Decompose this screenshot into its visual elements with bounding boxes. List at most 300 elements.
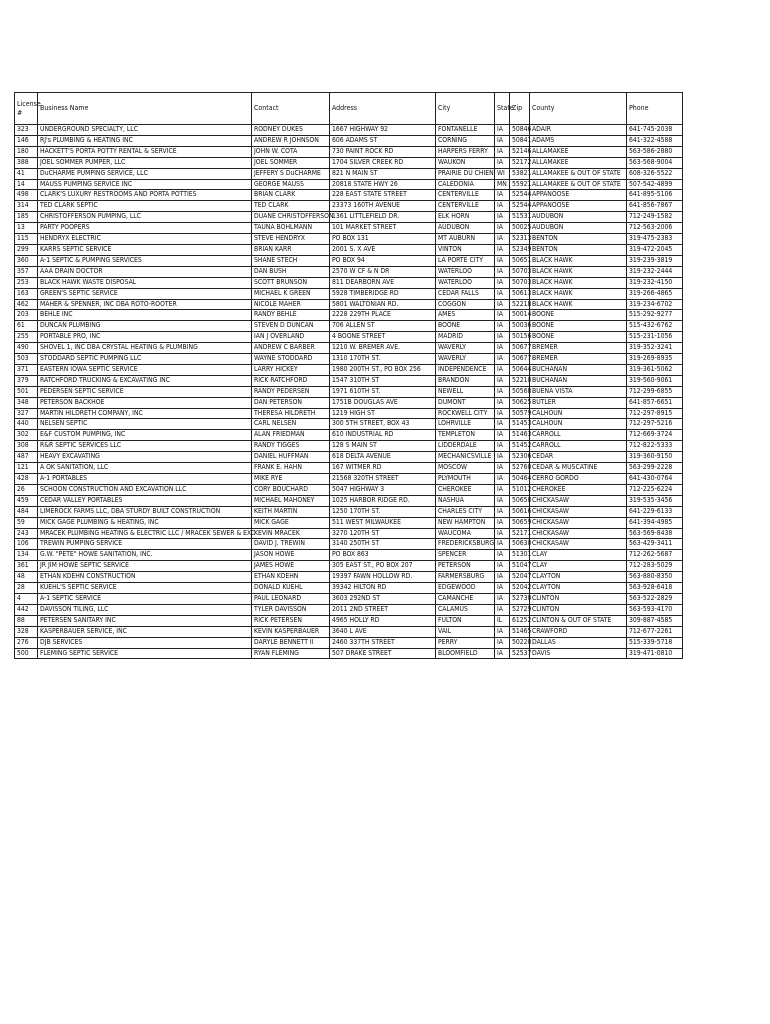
zip-cell: 50579	[510, 408, 530, 419]
city-cell: WATERLOO	[436, 266, 495, 277]
city-cell: TEMPLETON	[436, 430, 495, 441]
state-cell: IA	[495, 495, 510, 506]
city-cell: FONTANELLE	[436, 125, 495, 136]
zip-cell: 50703	[510, 266, 530, 277]
business-name-cell: ETHAN KOEHN CONSTRUCTION	[38, 572, 252, 583]
license-cell: 302	[15, 430, 38, 441]
contact-cell: IAN J OVERLAND	[252, 332, 330, 343]
phone-cell: 712-262-5687	[627, 550, 683, 561]
phone-cell: 319-232-4150	[627, 277, 683, 288]
table-row	[15, 375, 683, 386]
phone-cell: 319-361-5062	[627, 364, 683, 375]
phone-cell: 563-586-2880	[627, 146, 683, 157]
zip-cell: 52729	[510, 604, 530, 615]
license-cell: 323	[15, 125, 38, 136]
phone-cell: 515-231-1056	[627, 332, 683, 343]
state-cell: IA	[495, 157, 510, 168]
business-name-cell: SHOVEL 1, INC DBA CRYSTAL HEATING & PLUMBING	[38, 343, 252, 354]
business-name-cell: NELSEN SEPTIC	[38, 419, 252, 430]
license-cell: 299	[15, 244, 38, 255]
phone-cell: 319-234-6702	[627, 299, 683, 310]
state-cell: IA	[495, 626, 510, 637]
state-cell: IA	[495, 354, 510, 365]
city-cell: WAUKON	[436, 157, 495, 168]
phone-cell: 641-229-6133	[627, 506, 683, 517]
address-cell: 2460 337TH STREET	[330, 637, 436, 648]
city-cell: VINTON	[436, 244, 495, 255]
address-cell: 228 EAST STATE STREET	[330, 190, 436, 201]
zip-cell: 52210	[510, 375, 530, 386]
table-row	[15, 299, 683, 310]
table-row	[15, 539, 683, 550]
county-cell: CEDAR	[530, 452, 627, 463]
county-cell: APPANOOSE	[530, 201, 627, 212]
business-name-cell: PETERSON BACKHOE	[38, 397, 252, 408]
zip-cell: 50630	[510, 539, 530, 550]
contact-cell: JOEL SOMMER	[252, 157, 330, 168]
business-name-cell: PARTY POOPERS	[38, 223, 252, 234]
contact-cell: KEITH MARTIN	[252, 506, 330, 517]
zip-cell: 50568	[510, 386, 530, 397]
county-cell: ADAMS	[530, 135, 627, 146]
county-cell: CALHOUN	[530, 408, 627, 419]
address-cell: 618 DELTA AVENUE	[330, 452, 436, 463]
zip-cell: 50677	[510, 354, 530, 365]
contact-cell: STEVEN D DUNCAN	[252, 321, 330, 332]
table-row	[15, 463, 683, 474]
table-body	[15, 125, 683, 659]
address-cell: 5928 TIMBERIDGE RD	[330, 288, 436, 299]
business-name-cell: DuCHARME PUMPING SERVICE, LLC	[38, 168, 252, 179]
address-cell: 39342 HILTON RD	[330, 583, 436, 594]
table-row	[15, 354, 683, 365]
table-row	[15, 223, 683, 234]
address-cell: 1250 170TH ST.	[330, 506, 436, 517]
business-name-cell: JOEL SOMMER PUMPER, LLC	[38, 157, 252, 168]
state-cell: IA	[495, 441, 510, 452]
business-name-cell: KASPERBAUER SERVICE, INC	[38, 626, 252, 637]
table-row	[15, 648, 683, 659]
zip-cell: 52544	[510, 201, 530, 212]
contact-cell: DUANE CHRISTOFFERSON	[252, 212, 330, 223]
phone-cell: 608-326-5522	[627, 168, 683, 179]
zip-cell: 52146	[510, 146, 530, 157]
address-cell: 5801 WALTONIAN RD.	[330, 299, 436, 310]
contact-cell: TED CLARK	[252, 201, 330, 212]
county-cell: CARROLL	[530, 441, 627, 452]
city-cell: FULTON	[436, 615, 495, 626]
county-cell: BLACK HAWK	[530, 266, 627, 277]
license-cell: 41	[15, 168, 38, 179]
state-cell: IA	[495, 550, 510, 561]
license-cell: 487	[15, 452, 38, 463]
county-cell: BREMER	[530, 354, 627, 365]
contact-cell: LARRY HICKEY	[252, 364, 330, 375]
license-cell: 498	[15, 190, 38, 201]
business-name-cell: CHRISTOFFERSON PUMPING, LLC	[38, 212, 252, 223]
zip-cell: 50703	[510, 277, 530, 288]
license-cell: 276	[15, 637, 38, 648]
business-name-cell: A OK SANITATION, LLC	[38, 463, 252, 474]
header-state: State	[495, 93, 510, 125]
license-cell: 115	[15, 234, 38, 245]
zip-cell: 51452	[510, 441, 530, 452]
contact-cell: RICK RATCHFORD	[252, 375, 330, 386]
contact-cell: DARYLE BENNETT II	[252, 637, 330, 648]
state-cell: IA	[495, 125, 510, 136]
business-name-cell: TED CLARK SEPTIC	[38, 201, 252, 212]
license-cell: 428	[15, 474, 38, 485]
business-name-cell: MAUSS PUMPING SERVICE INC	[38, 179, 252, 190]
license-cell: 59	[15, 517, 38, 528]
address-cell: 23373 160TH AVENUE	[330, 201, 436, 212]
business-name-cell: RJ's PLUMBING & HEATING INC	[38, 135, 252, 146]
business-name-cell: SCHOON CONSTRUCTION AND EXCAVATION LLC	[38, 484, 252, 495]
zip-cell: 52760	[510, 463, 530, 474]
phone-cell: 309-887-4585	[627, 615, 683, 626]
city-cell: CORNING	[436, 135, 495, 146]
table-row	[15, 168, 683, 179]
city-cell: MOSCOW	[436, 463, 495, 474]
business-name-cell: CEDAR VALLEY PORTABLES	[38, 495, 252, 506]
header-license: License #	[15, 93, 38, 125]
state-cell: IA	[495, 135, 510, 146]
table-row	[15, 288, 683, 299]
business-name-cell: BEHLE INC	[38, 310, 252, 321]
state-cell: IA	[495, 408, 510, 419]
zip-cell: 52171	[510, 528, 530, 539]
zip-cell: 53821	[510, 168, 530, 179]
phone-cell: 319-269-8935	[627, 354, 683, 365]
zip-cell: 51012	[510, 484, 530, 495]
state-cell: IA	[495, 234, 510, 245]
address-cell: 128 S MAIN ST	[330, 441, 436, 452]
zip-cell: 50616	[510, 506, 530, 517]
license-cell: 442	[15, 604, 38, 615]
license-cell: 388	[15, 157, 38, 168]
table-row	[15, 604, 683, 615]
city-cell: INDEPENDENCE	[436, 364, 495, 375]
table-row	[15, 495, 683, 506]
county-cell: CLAYTON	[530, 583, 627, 594]
license-cell: 13	[15, 223, 38, 234]
contact-cell: TAUNA BOHLMANN	[252, 223, 330, 234]
business-name-cell: LIMEROCK FARMS LLC, DBA STURDY BUILT CONSTRUCTION	[38, 506, 252, 517]
city-cell: CALEDONIA	[436, 179, 495, 190]
business-name-cell: DAVISSON TILING, LLC	[38, 604, 252, 615]
table-row	[15, 321, 683, 332]
septic-license-table	[14, 92, 683, 659]
city-cell: MADRID	[436, 332, 495, 343]
business-name-cell: A-1 SEPTIC & PUMPING SERVICES	[38, 255, 252, 266]
county-cell: BLACK HAWK	[530, 277, 627, 288]
address-cell: 1310 170TH ST.	[330, 354, 436, 365]
table-row	[15, 430, 683, 441]
phone-cell: 712-225-6224	[627, 484, 683, 495]
county-cell: CERRO GORDO	[530, 474, 627, 485]
address-cell: 821 N MAIN ST	[330, 168, 436, 179]
state-cell: WI	[495, 168, 510, 179]
county-cell: ALLAMAKEE	[530, 157, 627, 168]
address-cell: 2011 2ND STREET	[330, 604, 436, 615]
zip-cell: 50625	[510, 397, 530, 408]
business-name-cell: FLEMING SEPTIC SERVICE	[38, 648, 252, 659]
business-name-cell: KARRS SEPTIC SERVICE	[38, 244, 252, 255]
contact-cell: ALAN FRIEDMAN	[252, 430, 330, 441]
contact-cell: RICK PETERSEN	[252, 615, 330, 626]
phone-cell: 641-430-0764	[627, 474, 683, 485]
city-cell: CHEROKEE	[436, 484, 495, 495]
table-row	[15, 397, 683, 408]
zip-cell: 52349	[510, 244, 530, 255]
contact-cell: BRIAN KARR	[252, 244, 330, 255]
zip-cell: 50846	[510, 125, 530, 136]
license-cell: 88	[15, 615, 38, 626]
state-cell: IA	[495, 604, 510, 615]
license-cell: 360	[15, 255, 38, 266]
license-cell: 163	[15, 288, 38, 299]
license-cell: 4	[15, 593, 38, 604]
business-name-cell: MARTIN HILDRETH COMPANY, INC	[38, 408, 252, 419]
header-county: County	[530, 93, 627, 125]
address-cell: PO BOX 863	[330, 550, 436, 561]
phone-cell: 563-593-4170	[627, 604, 683, 615]
zip-cell: 52042	[510, 583, 530, 594]
license-cell: 308	[15, 441, 38, 452]
business-name-cell: HACKETT'S PORTA POTTY RENTAL & SERVICE	[38, 146, 252, 157]
state-cell: IA	[495, 419, 510, 430]
license-cell: 484	[15, 506, 38, 517]
table-row	[15, 615, 683, 626]
address-cell: 101 MARKET STREET	[330, 223, 436, 234]
contact-cell: CARL NELSEN	[252, 419, 330, 430]
contact-cell: ANDREW R JOHNSON	[252, 135, 330, 146]
city-cell: SPENCER	[436, 550, 495, 561]
table-row	[15, 266, 683, 277]
header-zip: Zip	[510, 93, 530, 125]
phone-cell: 319-266-4865	[627, 288, 683, 299]
contact-cell: RODNEY DUKES	[252, 125, 330, 136]
county-cell: AUDUBON	[530, 223, 627, 234]
license-cell: 185	[15, 212, 38, 223]
address-cell: 1704 SILVER CREEK RD	[330, 157, 436, 168]
address-cell: 305 EAST ST., PO BOX 207	[330, 561, 436, 572]
table-row	[15, 452, 683, 463]
city-cell: DUMONT	[436, 397, 495, 408]
contact-cell: SCOTT BRUNSON	[252, 277, 330, 288]
contact-cell: THERESA HILDRETH	[252, 408, 330, 419]
contact-cell: JASON HOWE	[252, 550, 330, 561]
phone-cell: 563-299-2228	[627, 463, 683, 474]
zip-cell: 51465	[510, 626, 530, 637]
state-cell: IA	[495, 375, 510, 386]
state-cell: IA	[495, 321, 510, 332]
city-cell: CAMANCHE	[436, 593, 495, 604]
address-cell: PO BOX 94	[330, 255, 436, 266]
city-cell: BRANDON	[436, 375, 495, 386]
county-cell: CLAY	[530, 561, 627, 572]
business-name-cell: CLARK'S LUXURY RESTROOMS AND PORTA POTTIES	[38, 190, 252, 201]
zip-cell: 52172	[510, 157, 530, 168]
license-cell: 243	[15, 528, 38, 539]
state-cell: IA	[495, 517, 510, 528]
header-business-name: Business Name	[38, 93, 252, 125]
contact-cell: ANDREW C BARBER	[252, 343, 330, 354]
license-cell: 48	[15, 572, 38, 583]
state-cell: IA	[495, 212, 510, 223]
state-cell: IA	[495, 430, 510, 441]
zip-cell: 52544	[510, 190, 530, 201]
business-name-cell: DUNCAN PLUMBING	[38, 321, 252, 332]
county-cell: CALHOUN	[530, 419, 627, 430]
license-cell: 146	[15, 135, 38, 146]
city-cell: CENTERVILLE	[436, 201, 495, 212]
county-cell: ALLAMAKEE & OUT OF STATE	[530, 168, 627, 179]
contact-cell: STEVE HENDRYX	[252, 234, 330, 245]
phone-cell: 712-822-5333	[627, 441, 683, 452]
phone-cell: 563-568-9004	[627, 157, 683, 168]
address-cell: 300 5TH STREET, BOX 43	[330, 419, 436, 430]
zip-cell: 50644	[510, 364, 530, 375]
business-name-cell: G.W. "PETE" HOWE SANITATION, INC.	[38, 550, 252, 561]
city-cell: PRAIRIE DU CHIEN	[436, 168, 495, 179]
business-name-cell: EASTERN IOWA SEPTIC SERVICE	[38, 364, 252, 375]
phone-cell: 712-299-6855	[627, 386, 683, 397]
table-row	[15, 583, 683, 594]
city-cell: LOHRVILLE	[436, 419, 495, 430]
address-cell: 511 WEST MILWAUKEE	[330, 517, 436, 528]
address-cell: PO BOX 131	[330, 234, 436, 245]
city-cell: VAIL	[436, 626, 495, 637]
contact-cell: DONALD KUEHL	[252, 583, 330, 594]
business-name-cell: MICK GAGE PLUMBING & HEATING, INC	[38, 517, 252, 528]
business-name-cell: A-1 SEPTIC SERVICE	[38, 593, 252, 604]
county-cell: BREMER	[530, 343, 627, 354]
address-cell: 21568 320TH STREET	[330, 474, 436, 485]
state-cell: IA	[495, 386, 510, 397]
phone-cell: 712-297-8915	[627, 408, 683, 419]
phone-cell: 641-895-5106	[627, 190, 683, 201]
phone-cell: 319-232-2444	[627, 266, 683, 277]
table-row	[15, 626, 683, 637]
license-cell: 357	[15, 266, 38, 277]
county-cell: CHICKASAW	[530, 506, 627, 517]
city-cell: MECHANICSVILLE	[436, 452, 495, 463]
county-cell: CLINTON	[530, 593, 627, 604]
zip-cell: 52730	[510, 593, 530, 604]
zip-cell: 50677	[510, 343, 530, 354]
contact-cell: ETHAN KOEHN	[252, 572, 330, 583]
state-cell: IL	[495, 615, 510, 626]
county-cell: ALLAMAKEE	[530, 146, 627, 157]
license-cell: 328	[15, 626, 38, 637]
county-cell: APPANOOSE	[530, 190, 627, 201]
business-name-cell: MAHER & SPENNER, INC DBA ROTO-ROOTER	[38, 299, 252, 310]
zip-cell: 51463	[510, 430, 530, 441]
table-row	[15, 244, 683, 255]
business-name-cell: E&F CUSTOM PUMPING, INC	[38, 430, 252, 441]
county-cell: BLACK HAWK	[530, 255, 627, 266]
contact-cell: BRIAN CLARK	[252, 190, 330, 201]
state-cell: IA	[495, 223, 510, 234]
city-cell: BLOOMFIELD	[436, 648, 495, 659]
city-cell: HARPERS FERRY	[436, 146, 495, 157]
city-cell: WAVERLY	[436, 354, 495, 365]
address-cell: 1361 LITTLEFIELD DR.	[330, 212, 436, 223]
contact-cell: NICOLE MAHER	[252, 299, 330, 310]
county-cell: CARROLL	[530, 430, 627, 441]
county-cell: BUTLER	[530, 397, 627, 408]
contact-cell: DANIEL HUFFMAN	[252, 452, 330, 463]
city-cell: CALAMUS	[436, 604, 495, 615]
phone-cell: 515-292-9277	[627, 310, 683, 321]
license-cell: 500	[15, 648, 38, 659]
address-cell: 811 DEARBORN AVE	[330, 277, 436, 288]
city-cell: NEWELL	[436, 386, 495, 397]
zip-cell: 52047	[510, 572, 530, 583]
address-cell: 3270 120TH ST	[330, 528, 436, 539]
zip-cell: 51301	[510, 550, 530, 561]
business-name-cell: DJB SERVICES	[38, 637, 252, 648]
table-row	[15, 125, 683, 136]
county-cell: BENTON	[530, 234, 627, 245]
phone-cell: 319-535-3456	[627, 495, 683, 506]
city-cell: WATERLOO	[436, 277, 495, 288]
county-cell: BENTON	[530, 244, 627, 255]
address-cell: 2228 229TH PLACE	[330, 310, 436, 321]
business-name-cell: TREWIN PUMPING SERVICE	[38, 539, 252, 550]
state-cell: IA	[495, 474, 510, 485]
business-name-cell: MRACEK PLUMBING HEATING & ELECTRIC LLC / MRACEK SEWER & EXC	[38, 528, 252, 539]
zip-cell: 50156	[510, 332, 530, 343]
license-cell: 314	[15, 201, 38, 212]
zip-cell: 52218	[510, 299, 530, 310]
county-cell: CLAY	[530, 550, 627, 561]
state-cell: IA	[495, 310, 510, 321]
address-cell: 3603 292ND ST	[330, 593, 436, 604]
state-cell: IA	[495, 343, 510, 354]
address-cell: 1025 HARBOR RIDGE RD.	[330, 495, 436, 506]
table-row	[15, 484, 683, 495]
business-name-cell: PETERSEN SANITARY INC	[38, 615, 252, 626]
city-cell: PETERSON	[436, 561, 495, 572]
table-row	[15, 343, 683, 354]
table-row	[15, 441, 683, 452]
license-cell: 327	[15, 408, 38, 419]
contact-cell: MIKE RYE	[252, 474, 330, 485]
license-cell: 26	[15, 484, 38, 495]
city-cell: ELK HORN	[436, 212, 495, 223]
license-cell: 440	[15, 419, 38, 430]
address-cell: 4 BOONE STREET	[330, 332, 436, 343]
phone-cell: 563-928-6418	[627, 583, 683, 594]
city-cell: AUDUBON	[436, 223, 495, 234]
zip-cell: 50464	[510, 474, 530, 485]
business-name-cell: A-1 PORTABLES	[38, 474, 252, 485]
city-cell: ROCKWELL CITY	[436, 408, 495, 419]
address-cell: 610 INDUSTRIAL RD	[330, 430, 436, 441]
license-cell: 462	[15, 299, 38, 310]
state-cell: IA	[495, 332, 510, 343]
table-row	[15, 332, 683, 343]
address-cell: 3140 250TH ST	[330, 539, 436, 550]
address-cell: 2570 W CF & N DR	[330, 266, 436, 277]
county-cell: ADAIR	[530, 125, 627, 136]
contact-cell: DAN PETERSON	[252, 397, 330, 408]
zip-cell: 51047	[510, 561, 530, 572]
phone-cell: 712-283-5029	[627, 561, 683, 572]
license-cell: 134	[15, 550, 38, 561]
